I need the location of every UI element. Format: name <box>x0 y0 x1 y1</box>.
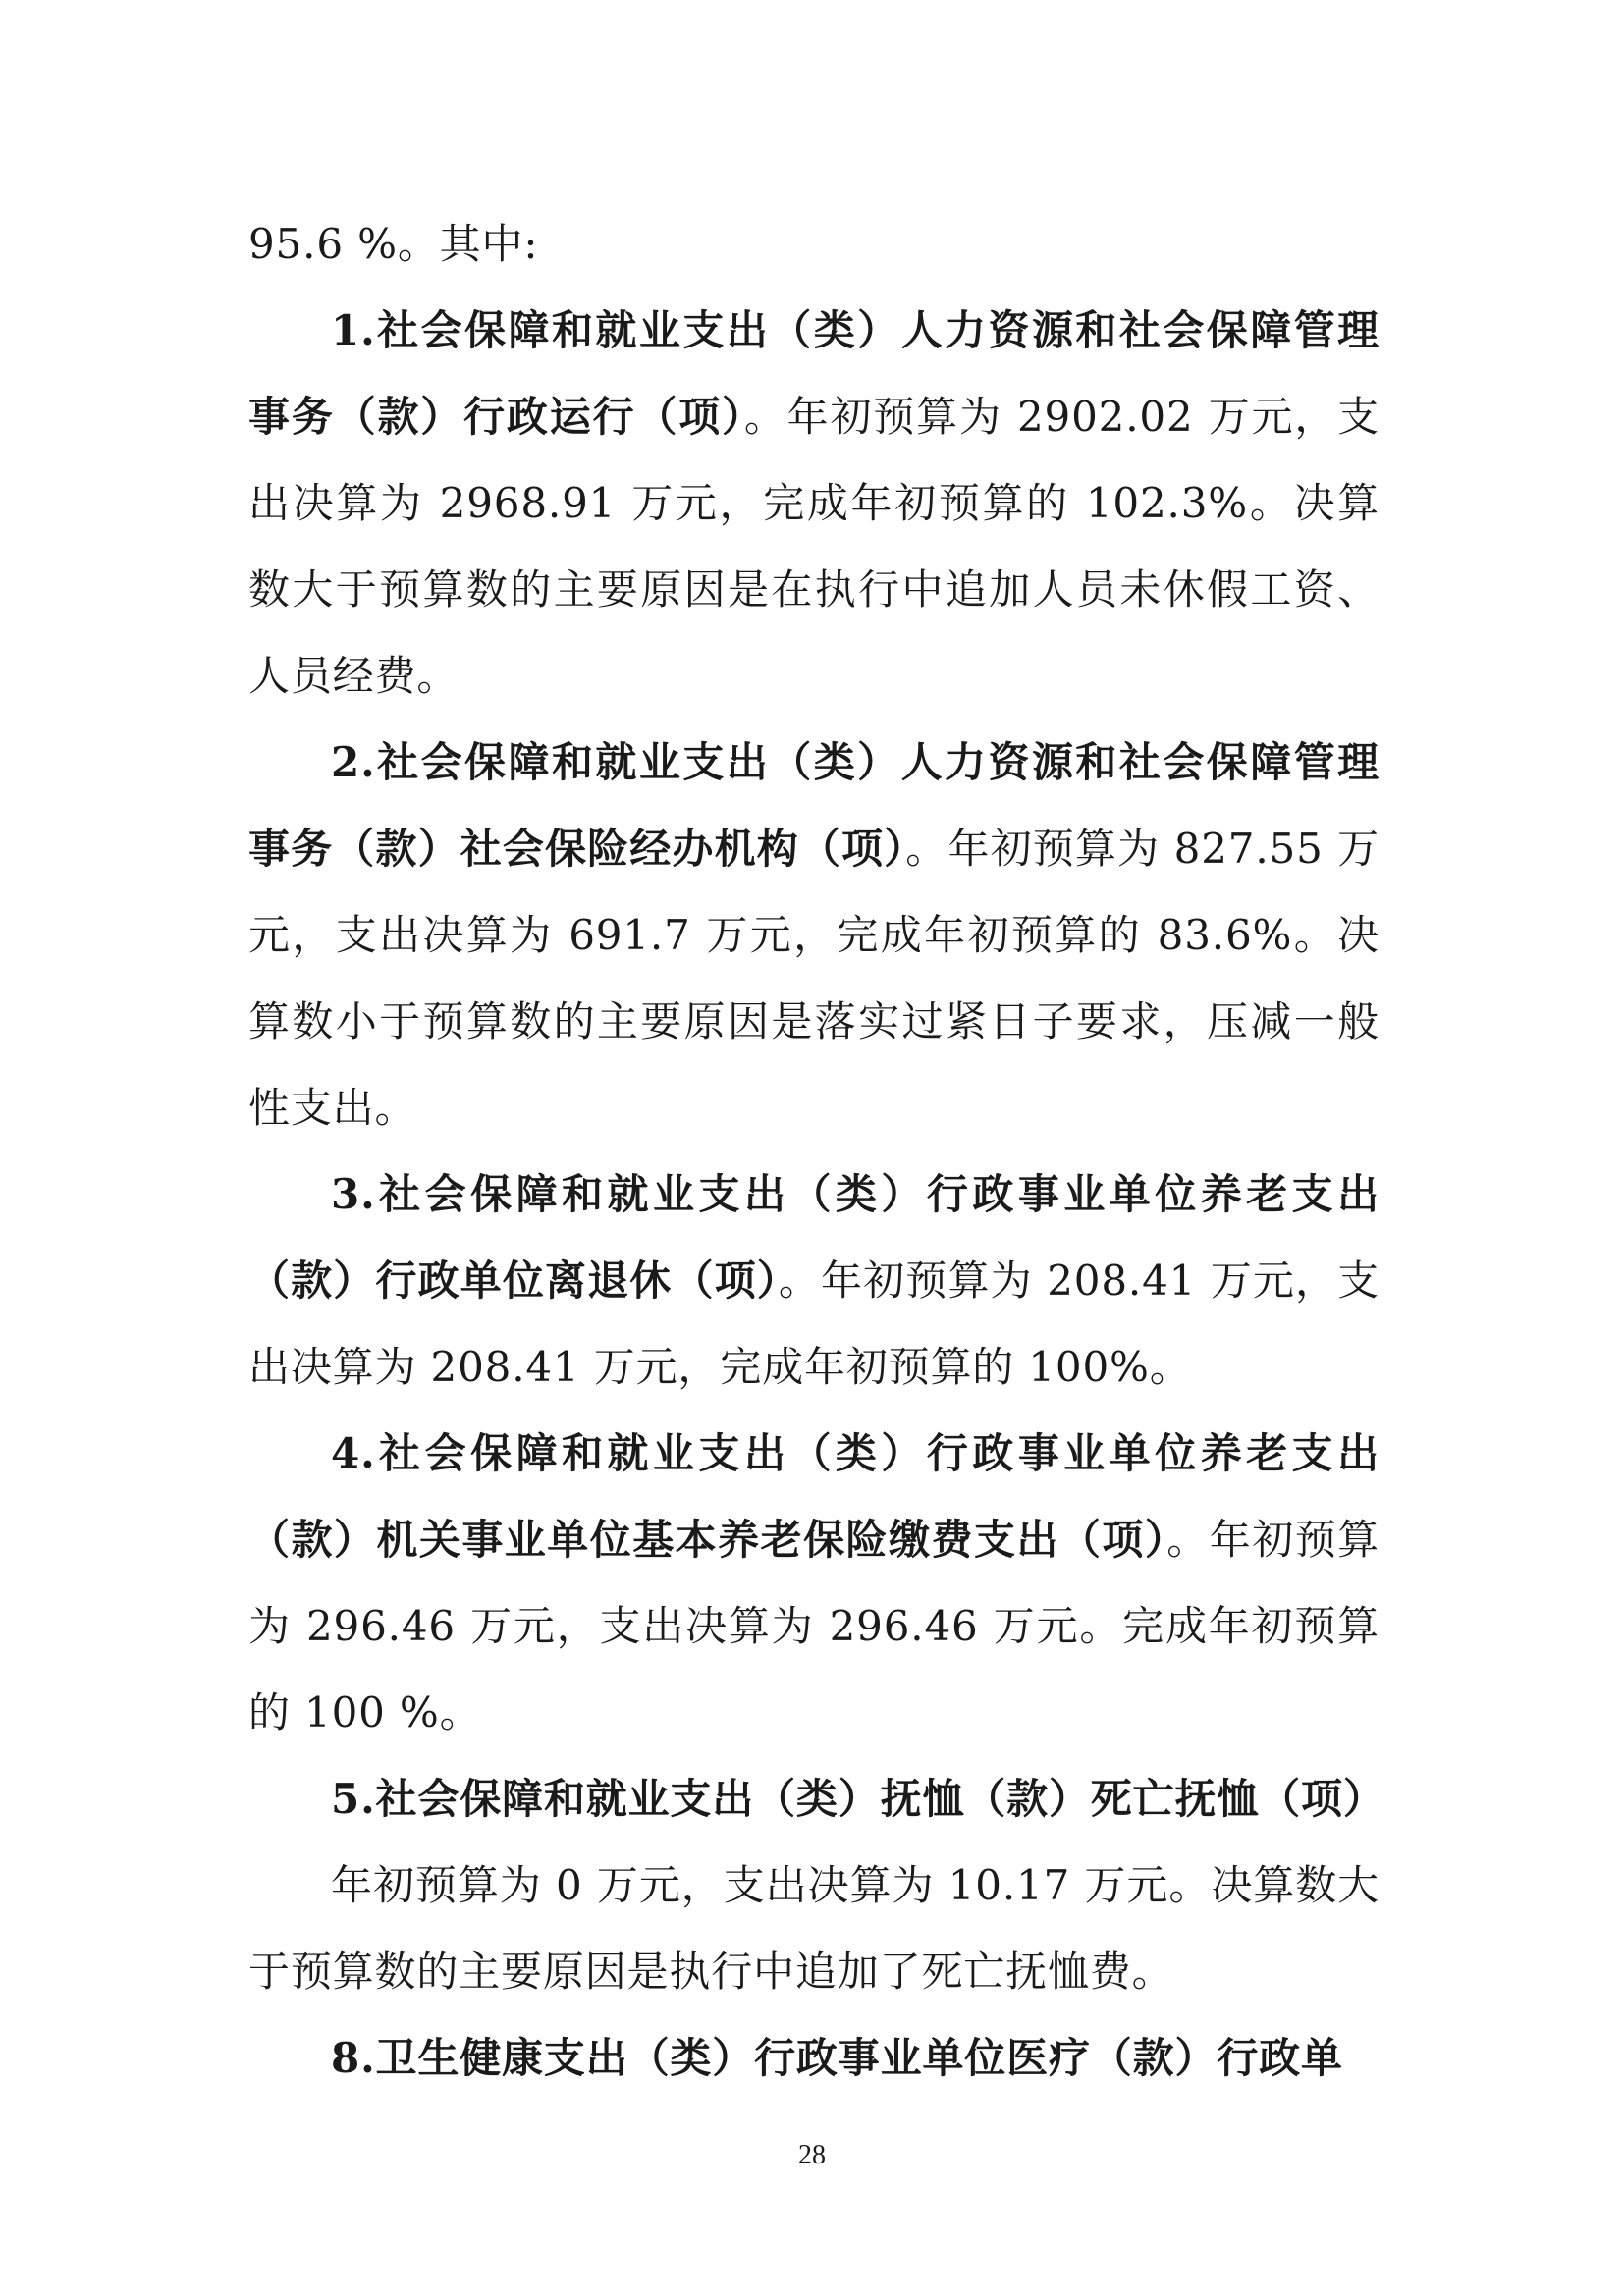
item-heading-1: 1.社会保障和就业支出（类）人力资源和社会保障管理事务（款）行政运行（项） <box>248 306 1380 441</box>
lead-text: 95.6 %。其中: <box>248 220 539 268</box>
item-heading-5: 5.社会保障和就业支出（类）抚恤（款）死亡抚恤（项） <box>331 1775 1385 1823</box>
item-paragraph-2 <box>248 720 1380 1151</box>
item-heading-4: 4.社会保障和就业支出（类）行政事业单位养老支出（款）机关事业单位基本养老保险缴费支出（项） <box>248 1429 1380 1564</box>
item-paragraph-5 <box>248 1756 1385 1842</box>
item-heading-2: 2.社会保障和就业支出（类）人力资源和社会保障管理事务（款）社会保险经办机构（项） <box>248 738 1380 873</box>
item-paragraph-1 <box>248 288 1380 720</box>
item-body-4: 。年初预算为 296.46 万元，支出决算为 296.46 万元。完成年初预算的 100 %。 <box>248 1516 1380 1736</box>
page-number: 28 <box>798 2140 826 2170</box>
item-heading-3: 3.社会保障和就业支出（类）行政事业单位养老支出（款）行政单位离退休（项） <box>248 1170 1380 1305</box>
item-heading-8: 8.卫生健康支出（类）行政事业单位医疗（款）行政单 <box>331 2034 1343 2082</box>
item-paragraph-8 <box>248 2015 1380 2102</box>
item-body-3: 。年初预算为 208.41 万元，支出决算为 208.41 万元，完成年初预算的 100%。 <box>248 1256 1380 1391</box>
item-paragraph-4 <box>248 1411 1380 1756</box>
item-body-1: 。年初预算为 2902.02 万元，支出决算为 2968.91 万元，完成年初预算的 102.3%。决算数大于预算数的主要原因是在执行中追加人员未休假工资、人员经费。 <box>248 393 1380 700</box>
item-paragraph-5-detail <box>248 1842 1380 2015</box>
document-body <box>248 201 1385 2102</box>
item-body-2: 。年初预算为 827.55 万元，支出决算为 691.7 万元，完成年初预算的 83.6%。决算数小于预算数的主要原因是落实过紧日子要求，压减一般性支出。 <box>248 825 1380 1132</box>
item-body-5-detail: 年初预算为 0 万元，支出决算为 10.17 万元。决算数大于预算数的主要原因是执行中追加了死亡抚恤费。 <box>248 1861 1380 1996</box>
lead-paragraph <box>248 201 1380 288</box>
item-paragraph-3 <box>248 1151 1380 1411</box>
